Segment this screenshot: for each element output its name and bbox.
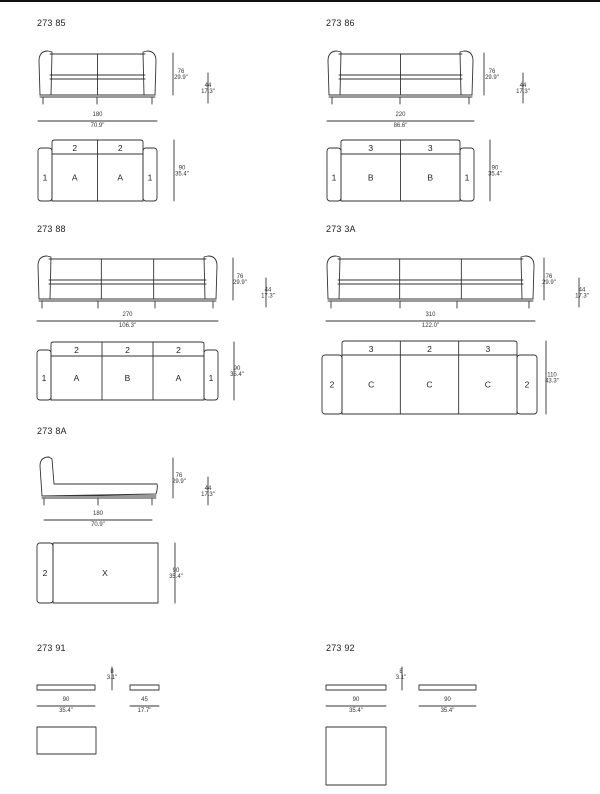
sofa-273-88-back-cushion-label: 2 <box>74 345 79 355</box>
sofa-273-85-right-arm <box>143 51 156 95</box>
sofa-273-85-left-arm <box>39 51 52 95</box>
sofa-273-85-seat-cushion-label: A <box>117 172 124 183</box>
sofa-273-86-back-cushion-label: 3 <box>368 143 374 153</box>
sofa-273-86-arm-label-right: 1 <box>464 172 470 183</box>
thickness-273-92-value: 8 <box>399 669 403 675</box>
seat-height-273-88-value-inch: 17.3" <box>261 293 275 300</box>
width-a-273-91-value: 90 <box>62 697 70 703</box>
sofa-273-85-arm-label-left: 1 <box>42 172 48 183</box>
width-a-273-91-value-inch: 35.4" <box>59 708 73 714</box>
sofa-273-3a-seat-cushion-label: C <box>484 379 491 390</box>
table-273-92-plan <box>326 727 386 785</box>
model-code-273-88: 273 88 <box>37 224 66 234</box>
depth-273-85-value-inch: 35.4" <box>175 171 189 178</box>
height-273-88-value: 76 <box>236 274 244 280</box>
depth-273-8a-value-inch: 35.4" <box>169 574 183 580</box>
depth-273-88-value-inch: 35.4" <box>230 372 244 378</box>
sofa-273-86-seat-cushion-label: B <box>367 172 374 183</box>
width-273-8a-value-inch: 70.9" <box>91 522 105 528</box>
width-273-3a-value: 310 <box>425 312 436 318</box>
seat-height-273-86-value: 44 <box>519 83 527 89</box>
width-b-273-92-value: 90 <box>444 697 451 703</box>
panel-273-92-short <box>419 685 476 690</box>
panel-273-92-long <box>326 685 386 690</box>
sofa-273-3a-seat-cushion-label: C <box>368 379 375 390</box>
height-273-3a-value: 76 <box>545 274 553 280</box>
sofa-273-3a-right-arm <box>521 256 534 299</box>
height-273-3a-value-inch: 29.9" <box>542 280 556 286</box>
seat-height-273-3a-value-inch: 17.3" <box>575 293 589 300</box>
height-273-86-value: 76 <box>488 69 496 75</box>
width-273-88-value-inch: 106.3" <box>118 323 137 329</box>
sofa-273-3a-left-arm <box>327 256 340 299</box>
sofa-273-85-seat-cushion-label: A <box>71 172 78 183</box>
chaise-273-8a-seat-label: X <box>102 568 108 578</box>
thickness-273-91-value-inch: 3.1" <box>106 675 118 681</box>
width-273-88-value: 270 <box>122 312 133 318</box>
width-273-85-value: 180 <box>92 112 103 118</box>
model-code-273-3a: 273 3A <box>326 224 356 234</box>
height-273-85-value: 76 <box>177 69 185 75</box>
sofa-273-3a-arm-label-left: 2 <box>329 379 335 390</box>
seat-height-273-85-value-inch: 17.3" <box>201 89 215 95</box>
depth-273-85-value: 90 <box>178 165 186 172</box>
model-code-273-85: 273 85 <box>37 18 66 28</box>
sofa-273-85-arm-label-right: 1 <box>147 172 153 183</box>
model-code-273-8a: 273 8A <box>37 426 67 436</box>
sofa-273-3a-back-cushion-label: 3 <box>485 344 491 354</box>
sofa-273-88-seat-cushion-label: B <box>124 373 131 383</box>
sofa-273-3a-back-cushion-label: 2 <box>427 344 432 354</box>
depth-273-8a-value: 90 <box>172 568 180 574</box>
model-code-273-91: 273 91 <box>37 643 66 653</box>
sofa-273-85-back-cushion-label: 2 <box>72 143 78 153</box>
depth-273-86-value-inch: 35.4" <box>488 171 502 178</box>
model-code-273-86: 273 86 <box>326 18 355 28</box>
seat-height-273-86-value-inch: 17.3" <box>516 89 530 95</box>
sofa-273-86-right-arm <box>460 51 473 95</box>
height-273-88-value-inch: 29.9" <box>233 280 247 286</box>
sofa-273-88-arm-label-left: 1 <box>41 373 47 383</box>
model-code-273-92: 273 92 <box>326 643 355 653</box>
depth-273-3a-value-inch: 43.3" <box>545 378 559 385</box>
sofa-273-86-arm-label-left: 1 <box>331 172 337 183</box>
height-273-85-value-inch: 29.9" <box>174 75 188 81</box>
seat-height-273-8a-value: 44 <box>204 486 212 492</box>
thickness-273-92-value-inch: 3.1" <box>395 675 407 681</box>
height-273-8a-value: 76 <box>175 473 183 479</box>
width-273-86-value-inch: 86.6" <box>393 123 408 129</box>
seat-height-273-88-value: 44 <box>264 287 272 294</box>
width-b-273-91-value-inch: 17.7" <box>137 708 152 714</box>
chaise-273-8a-seat <box>42 484 157 496</box>
width-273-85-value-inch: 70.9" <box>90 123 105 129</box>
sofa-273-88-back-cushion-label: 2 <box>125 345 130 355</box>
sofa-273-86-back-cushion-label: 3 <box>427 143 433 153</box>
seat-height-273-3a-value: 44 <box>578 287 586 294</box>
depth-273-86-value: 90 <box>491 165 499 172</box>
sofa-273-86-left-arm <box>328 51 341 95</box>
sofa-273-88-back-cushion-label: 2 <box>176 345 181 355</box>
sofa-273-88-seat-cushion-label: A <box>175 373 182 383</box>
width-273-8a-value: 180 <box>92 511 104 517</box>
sofa-273-88-seat-cushion-label: A <box>73 373 80 383</box>
width-b-273-92-value-inch: 35.4" <box>440 708 455 714</box>
height-273-86-value-inch: 29.9" <box>485 75 499 81</box>
sofa-273-88-right-arm <box>204 256 217 299</box>
width-b-273-91-value: 45 <box>141 697 148 703</box>
sofa-273-88-left-arm <box>38 256 51 299</box>
seat-height-273-8a-value-inch: 17.3" <box>201 492 215 498</box>
panel-273-91-short <box>130 685 159 690</box>
sofa-273-88-arm-label-right: 1 <box>208 373 214 383</box>
table-273-91-plan <box>37 727 96 754</box>
depth-273-3a-value: 110 <box>547 372 557 379</box>
seat-height-273-85-value: 44 <box>204 83 212 89</box>
sofa-273-3a-back-cushion-label: 3 <box>368 344 374 354</box>
width-a-273-92-value-inch: 35.4" <box>349 708 363 714</box>
thickness-273-91-value: 8 <box>110 669 114 675</box>
panel-273-91-long <box>37 685 95 690</box>
sofa-273-3a-seat-cushion-label: C <box>426 379 433 390</box>
sofa-273-86-seat-cushion-label: B <box>427 172 434 183</box>
height-273-8a-value-inch: 29.9" <box>172 479 186 485</box>
width-a-273-92-value: 90 <box>352 697 360 703</box>
sofa-273-85-back-cushion-label: 2 <box>117 143 123 153</box>
chaise-273-8a-backrest <box>40 457 54 496</box>
width-273-3a-value-inch: 122.0" <box>421 323 440 329</box>
sofa-273-3a-arm-label-right: 2 <box>524 379 530 390</box>
depth-273-88-value: 90 <box>233 366 241 372</box>
width-273-86-value: 220 <box>395 112 406 118</box>
chaise-273-8a-backrest-label: 2 <box>42 568 48 578</box>
